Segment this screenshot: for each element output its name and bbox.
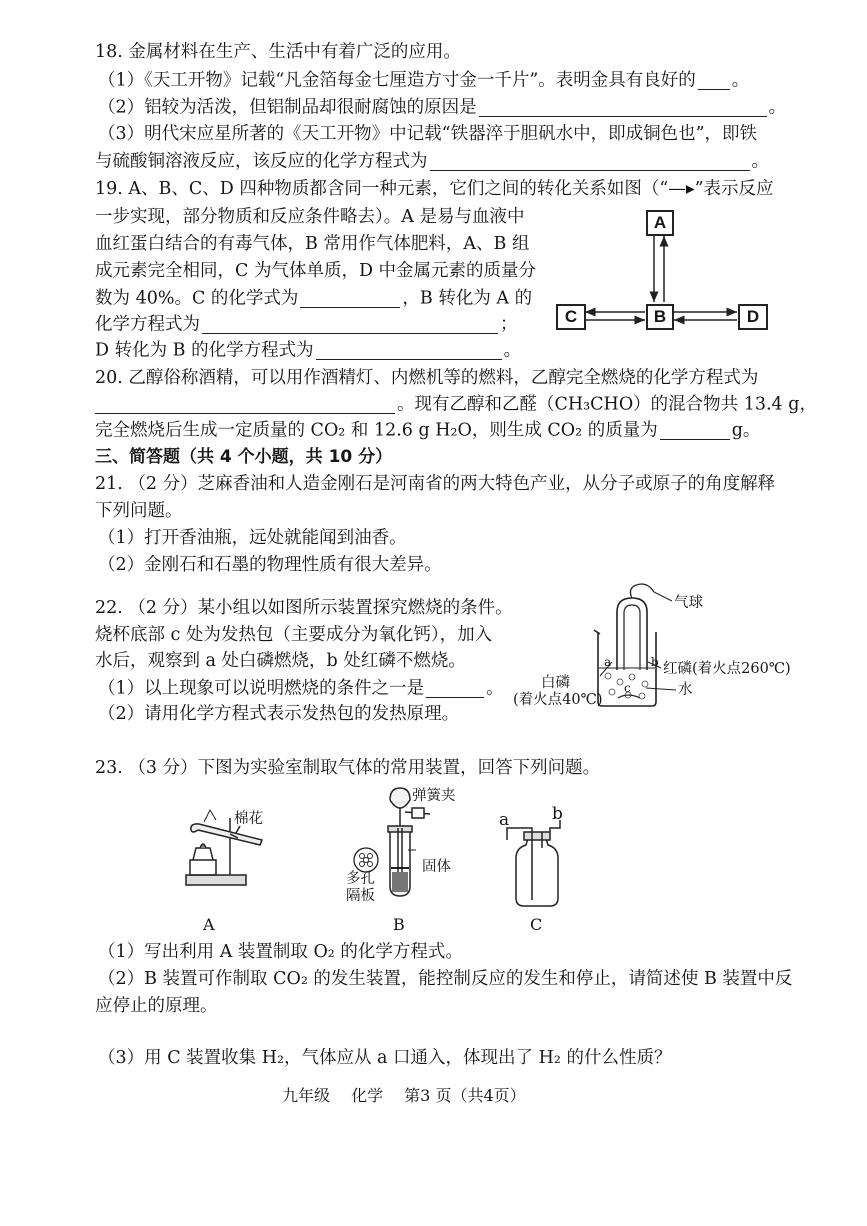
q22-line1: 22. （2 分）某小组以如图所示装置探究燃烧的条件。 — [95, 598, 513, 618]
apparatus-a-caption: A — [203, 915, 215, 934]
water-label: 水 — [678, 682, 693, 698]
q18-stem: 18. 金属材料在生产、生活中有着广泛的应用。 — [95, 42, 461, 62]
q19-line5: 数为 40%。C 的化学式为 ，B 转化为 A 的 — [95, 288, 533, 309]
port-a-label: a — [499, 810, 510, 830]
node-c: C — [556, 304, 586, 330]
node-d: D — [738, 304, 768, 330]
q22-part2: （2）请用化学方程式表示发热包的发热原理。 — [98, 704, 460, 724]
porous-label-1: 多孔 — [346, 871, 375, 887]
q22-part1: （1）以上现象可以说明燃烧的条件之一是 。 — [98, 678, 504, 699]
q20-line3: 完全燃烧后生成一定质量的 CO₂ 和 12.6 g H₂O，则生成 CO₂ 的质量为 g。 — [95, 420, 761, 441]
apparatus-c-icon — [507, 820, 560, 906]
section-3-title: 三、简答题（共 4 个小题，共 10 分） — [95, 447, 393, 467]
apparatus-b-caption: B — [393, 915, 405, 934]
q21-line2: 下列问题。 — [95, 501, 183, 521]
q23-part2-line2: 应停止的原理。 — [95, 996, 218, 1016]
q19-line7: D 转化为 B 的化学方程式为 。 — [95, 340, 522, 361]
q23-part3: （3）用 C 装置收集 H₂，气体应从 a 口通入，体现出了 H₂ 的什么性质？ — [98, 1048, 672, 1068]
point-b-label: b — [651, 655, 659, 669]
point-c-label: c — [624, 681, 631, 695]
q22-line3: 水后，观察到 a 处白磷燃烧，b 处红磷不燃烧。 — [95, 651, 466, 671]
q19-line1: 19. A、B、C、D 四种物质都含同一种元素，它们之间的转化关系如图（“—▸”表示反应 — [95, 179, 774, 199]
white-phosphorus-ignition-label: (着火点40℃) — [513, 692, 603, 708]
q23-line1: 23. （3 分）下图为实验室制取气体的常用装置，回答下列问题。 — [95, 758, 601, 778]
page-footer: 九年级 化学 第3 页（共4页） — [282, 1086, 526, 1105]
q18-part3-line2: 与硫酸铜溶液反应，该反应的化学方程式为 。 — [95, 151, 769, 172]
q19-line3: 血红蛋白结合的有毒气体，B 常用作气体肥料，A、B 组 — [95, 234, 530, 254]
porous-label-2: 隔板 — [346, 888, 375, 904]
q22-line2: 烧杯底部 c 处为发热包（主要成分为氧化钙），加入 — [95, 625, 493, 645]
q20-line1: 20. 乙醇俗称酒精，可以用作酒精灯、内燃机等的燃料，乙醇完全燃烧的化学方程式为 — [95, 368, 759, 388]
q18-part1: （1）《天工开物》记载“凡金箔每金七厘造方寸金一千片”。表明金具有良好的 。 — [98, 70, 750, 91]
q23-part1: （1）写出利用 A 装置制取 O₂ 的化学方程式。 — [98, 942, 463, 962]
solid-label: 固体 — [422, 859, 451, 875]
apparatus-c-caption: C — [530, 915, 543, 934]
q19-line2: 一步实现，部分物质和反应条件略去）。A 是易与血液中 — [95, 207, 525, 227]
q21-part2: （2）金刚石和石墨的物理性质有很大差异。 — [98, 555, 442, 575]
q20-line2: 。现有乙醇和乙醛（CH₃CHO）的混合物共 13.4 g， — [95, 396, 817, 414]
balloon-label: 气球 — [674, 595, 703, 611]
q21-part1: （1）打开香油瓶，远处就能闻到油香。 — [98, 528, 407, 548]
q19-line6: 化学方程式为 ； — [95, 314, 518, 335]
node-b: B — [646, 304, 674, 330]
point-a-label: a — [604, 655, 612, 669]
port-b-label: b — [552, 804, 563, 824]
red-phosphorus-label: 红磷(着火点260℃) — [663, 661, 791, 677]
q19-line4: 成元素完全相同，C 为气体单质，D 中金属元素的质量分 — [95, 261, 537, 281]
q23-part2-line1: （2）B 装置可作制取 CO₂ 的发生装置，能控制反应的发生和停止，请简述使 B 装置中反 — [98, 969, 793, 989]
q18-part3-line1: （3）明代宋应星所著的《天工开物》中记载“铁器淬于胆矾水中，即成铜色也”，即铁 — [98, 124, 758, 144]
cotton-label: 棉花 — [234, 811, 263, 827]
spring-clip-label: 弹簧夹 — [412, 788, 456, 804]
node-a: A — [646, 210, 674, 236]
q21-line1: 21. （2 分）芝麻香油和人造金刚石是河南省的两大特色产业，从分子或原子的角度解释 — [95, 474, 776, 494]
white-phosphorus-label: 白磷 — [541, 675, 570, 691]
q18-part2: （2）铝较为活泼，但铝制品却很耐腐蚀的原因是 。 — [98, 97, 787, 118]
